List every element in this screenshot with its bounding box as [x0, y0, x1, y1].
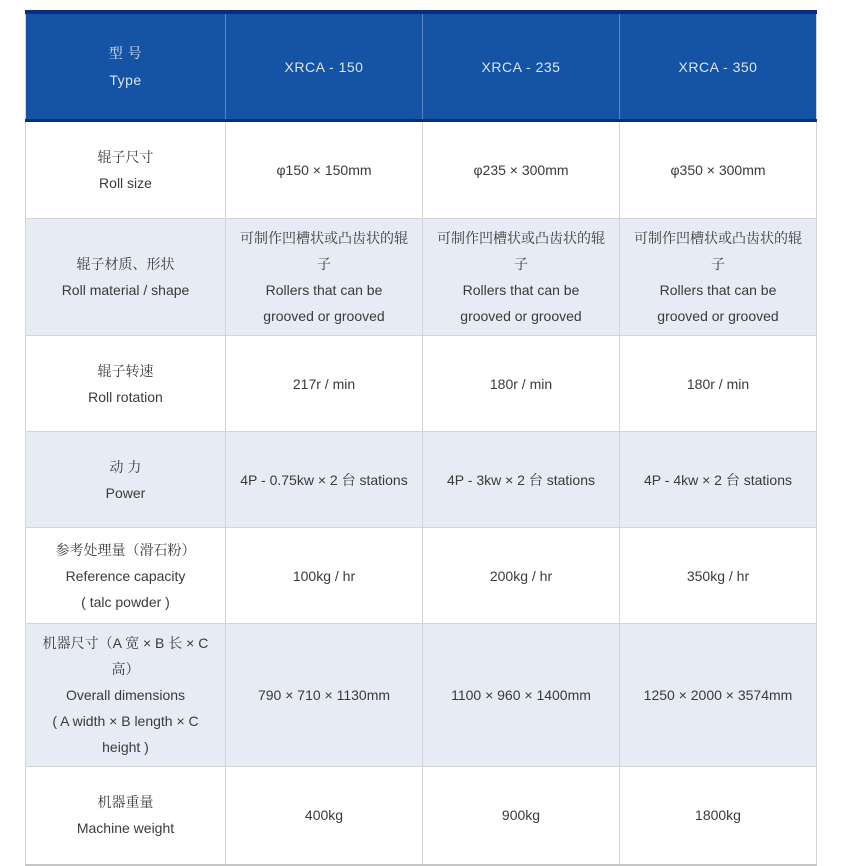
cell-line: Roll material / shape	[61, 282, 190, 298]
cell-power-2	[423, 432, 620, 528]
spec-table	[25, 10, 817, 866]
cell-line: Type	[109, 71, 142, 88]
cell-line: 辊子转速	[97, 362, 154, 379]
cell-line: 机器尺寸（A 宽 × B 长 × C 高）	[42, 635, 209, 677]
table-row-overall-dimensions	[26, 624, 817, 767]
cell-line: 1250 × 2000 × 3574mm	[643, 687, 793, 703]
cell-line: Rollers that can be	[462, 282, 580, 298]
cell-line: φ235 × 300mm	[473, 162, 569, 178]
cell-line: grooved or grooved	[263, 308, 385, 324]
cell-line: Overall dimensions	[65, 687, 186, 703]
cell-reference-capacity-2	[423, 528, 620, 624]
cell-overall-dimensions-2	[423, 624, 620, 767]
cell-line: grooved or grooved	[657, 308, 779, 324]
cell-line: Rollers that can be	[659, 282, 777, 298]
table-row-reference-capacity	[26, 528, 817, 624]
cell-line: 900kg	[501, 807, 541, 824]
cell-line: 型 号	[108, 44, 143, 61]
cell-overall-dimensions-1	[226, 624, 423, 767]
cell-line: 790 × 710 × 1130mm	[257, 687, 391, 703]
cell-line: 400kg	[304, 807, 344, 824]
cell-machine-weight-3	[620, 767, 817, 865]
header-model-3: XRCA - 350	[620, 12, 817, 121]
cell-roll-rotation-1	[226, 336, 423, 432]
cell-roll-material-3	[620, 219, 817, 336]
cell-line: φ350 × 300mm	[670, 162, 766, 178]
row-label-roll-rotation	[26, 336, 226, 432]
cell-line: 350kg / hr	[686, 567, 750, 584]
cell-line: 可制作凹槽状或凸齿状的辊子	[634, 230, 802, 272]
cell-line: 4P - 3kw × 2 台 stations	[447, 471, 595, 488]
cell-line: 可制作凹槽状或凸齿状的辊子	[437, 230, 605, 272]
cell-reference-capacity-3	[620, 528, 817, 624]
cell-line: 参考处理量（滑石粉）	[55, 541, 196, 558]
table-row-power	[26, 432, 817, 528]
cell-overall-dimensions-3	[620, 624, 817, 767]
cell-line: Roll size	[99, 175, 152, 191]
cell-line: 100kg / hr	[292, 567, 356, 584]
cell-line: 辊子材质、形状	[76, 256, 175, 272]
cell-machine-weight-2	[423, 767, 620, 865]
cell-reference-capacity-1	[226, 528, 423, 624]
cell-line: 180r / min	[686, 375, 750, 392]
table-row-roll-size	[26, 121, 817, 219]
row-label-reference-capacity	[26, 528, 226, 624]
cell-machine-weight-1	[226, 767, 423, 865]
header-model-2: XRCA - 235	[423, 12, 620, 121]
table-row-machine-weight	[26, 767, 817, 865]
cell-roll-size-1	[226, 121, 423, 219]
cell-line: Machine weight	[76, 820, 175, 837]
cell-line: φ150 × 150mm	[276, 162, 372, 178]
row-label-overall-dimensions	[26, 624, 226, 767]
cell-line: ( A width × B length × C height )	[52, 713, 199, 755]
cell-line: 200kg / hr	[489, 567, 553, 584]
header-model-1: XRCA - 150	[226, 12, 423, 121]
cell-line: 1100 × 960 × 1400mm	[451, 687, 591, 703]
header-type-cell	[26, 12, 226, 121]
table-row-roll-material	[26, 219, 817, 336]
row-label-roll-size	[26, 121, 226, 219]
row-label-roll-material	[26, 219, 226, 336]
cell-line: grooved or grooved	[460, 308, 582, 324]
cell-power-1	[226, 432, 423, 528]
cell-roll-material-2	[423, 219, 620, 336]
cell-roll-size-2	[423, 121, 620, 219]
cell-line: 180r / min	[489, 375, 553, 392]
cell-roll-size-3	[620, 121, 817, 219]
cell-line: 可制作凹槽状或凸齿状的辊子	[240, 230, 408, 272]
cell-line: 动 力	[109, 458, 142, 475]
cell-roll-rotation-3	[620, 336, 817, 432]
cell-line: Power	[105, 484, 146, 501]
cell-line: 辊子尺寸	[97, 149, 154, 165]
cell-line: 1800kg	[695, 807, 741, 824]
cell-line: Rollers that can be	[265, 282, 383, 298]
cell-line: 机器重量	[97, 794, 154, 811]
row-label-power	[26, 432, 226, 528]
table-row-roll-rotation	[26, 336, 817, 432]
cell-power-3	[620, 432, 817, 528]
cell-roll-rotation-2	[423, 336, 620, 432]
cell-roll-material-1	[226, 219, 423, 336]
cell-line: 4P - 4kw × 2 台 stations	[644, 471, 792, 488]
row-label-machine-weight	[26, 767, 226, 865]
table-header-row	[26, 12, 817, 121]
cell-line: Roll rotation	[88, 388, 163, 405]
cell-line: 217r / min	[292, 375, 356, 392]
cell-line: Reference capacity	[65, 567, 186, 584]
cell-line: ( talc powder )	[81, 593, 170, 610]
cell-line: 4P - 0.75kw × 2 台 stations	[240, 471, 408, 488]
